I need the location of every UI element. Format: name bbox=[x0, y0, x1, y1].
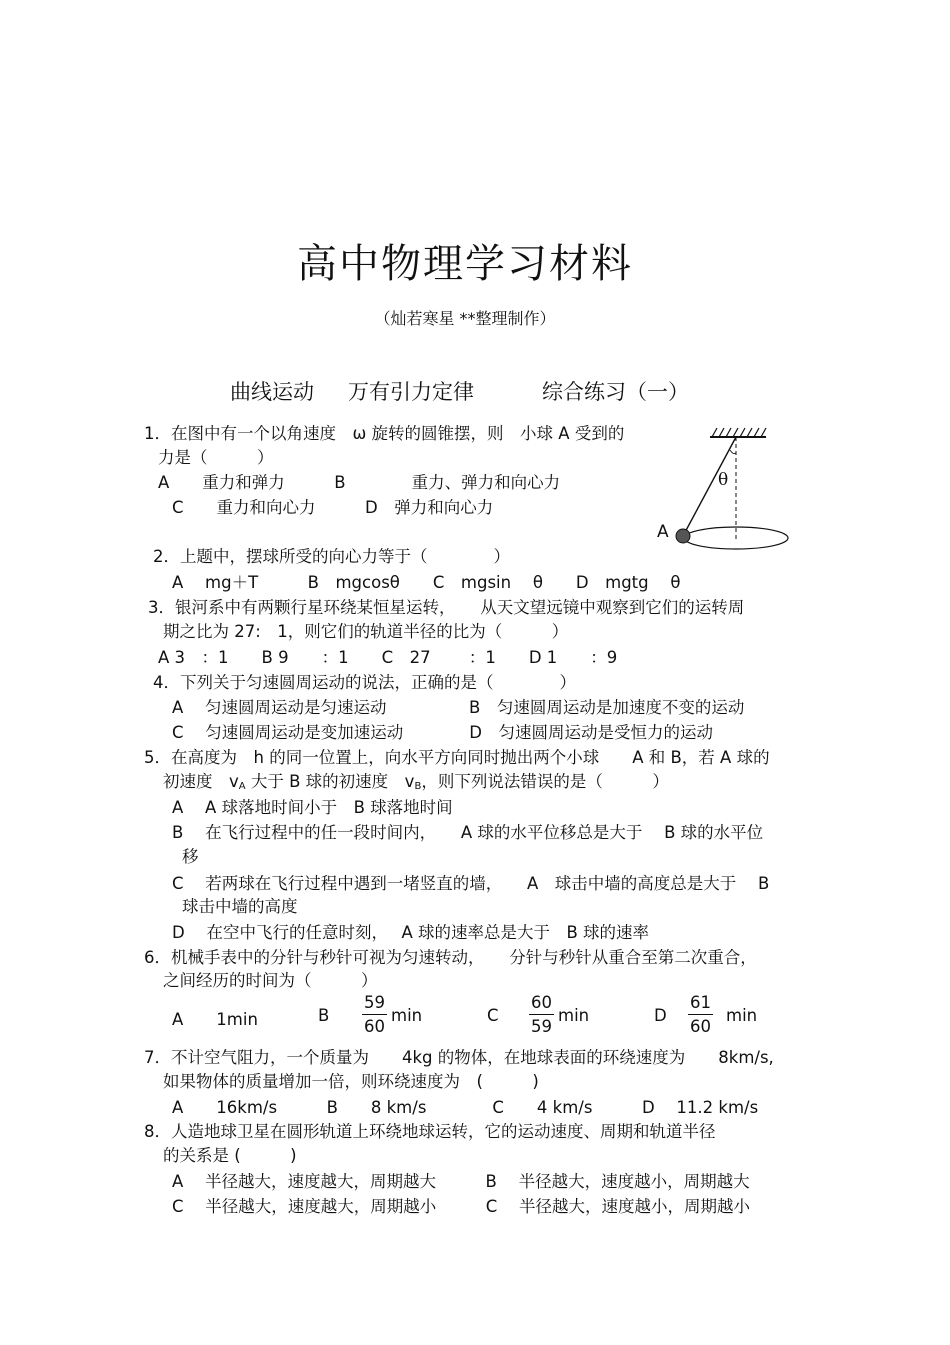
q7-stem-line2: 如果物体的质量增加一倍，则环绕速度为 ( ) bbox=[163, 1072, 539, 1091]
q3-stem-line2: 期之比为 27: 1，则它们的轨道半径的比为（ ） bbox=[163, 622, 569, 641]
q2-stem-line1: 2．上题中，摆球所受的向心力等于（ ） bbox=[153, 547, 510, 566]
q5-option-a: A A 球落地时间小于 B 球落地时间 bbox=[172, 798, 453, 817]
q6-option-a: A 1min bbox=[172, 1010, 258, 1029]
q6-fraction-b: $\frac{59}{60}$ bbox=[364, 993, 385, 1036]
section-topic-2: 万有引力定律 bbox=[348, 380, 474, 404]
q6-option-b-unit: min bbox=[391, 1006, 423, 1025]
section-topic-3: 综合练习（一） bbox=[542, 380, 689, 404]
page-subtitle: （灿若寒星 **整理制作） bbox=[374, 309, 556, 328]
q6-stem-line1: 6．机械手表中的分针与秒针可视为匀速转动， 分针与秒针从重合至第二次重合， bbox=[144, 948, 757, 967]
q5-option-c-line2: 球击中墙的高度 bbox=[182, 897, 298, 916]
q8-options-row1: A 半径越大，速度越大，周期越大 B 半径越大，速度越小，周期越大 bbox=[172, 1172, 750, 1191]
ball-label: A bbox=[657, 522, 669, 542]
q5-option-d: D 在空中飞行的任意时刻， A 球的速率总是大于 B 球的速率 bbox=[172, 923, 650, 942]
q5-option-b-line1: B 在飞行过程中的任一段时间内， A 球的水平位移总是大于 B 球的水平位 bbox=[172, 823, 764, 842]
q8-stem-line1: 8．人造地球卫星在圆形轨道上环绕地球运转，它的运动速度、周期和轨道半径 bbox=[144, 1122, 716, 1141]
q5-option-b-line2: 移 bbox=[182, 847, 199, 866]
theta-label: θ bbox=[718, 470, 729, 490]
q1-stem-line1: 1．在图中有一个以角速度 ω 旋转的圆锥摆，则 小球 A 受到的 bbox=[144, 424, 625, 443]
q3-options-row1: A 3 ：1 B 9 ：1 C 27 ：1 D 1 ：9 bbox=[158, 648, 618, 667]
section-topic-1: 曲线运动 bbox=[230, 380, 314, 404]
q1-options-row2: C 重力和向心力 D 弹力和向心力 bbox=[172, 498, 494, 517]
q4-options-row2: C 匀速圆周运动是变加速运动 D 匀速圆周运动是受恒力的运动 bbox=[172, 723, 713, 742]
q5-option-c-line1: C 若两球在飞行过程中遇到一堵竖直的墙， A 球击中墙的高度总是大于 B bbox=[172, 874, 770, 893]
q6-option-c-unit: min bbox=[558, 1006, 590, 1025]
q6-option-c-letter: C bbox=[487, 1006, 499, 1025]
q3-stem-line1: 3．银河系中有两颗行星环绕某恒星运转， 从天文望远镜中观察到它们的运转周 bbox=[148, 598, 745, 617]
q6-fraction-c: $\frac{60}{59}$ bbox=[531, 993, 552, 1036]
q5-stem-line1: 5．在高度为 h 的同一位置上，向水平方向同时抛出两个小球 A 和 B，若 A 球的 bbox=[144, 748, 770, 767]
q6-option-d-unit: min bbox=[726, 1006, 758, 1025]
page-title: 高中物理学习材料 bbox=[297, 241, 633, 287]
q8-stem-line2: 的关系是 ( ) bbox=[163, 1146, 297, 1165]
q8-options-row2: C 半径越大，速度越大，周期越小 C 半径越大，速度越小，周期越小 bbox=[172, 1197, 751, 1216]
q5-stem-line2: 初速度 $v_A$ 大于 B 球的初速度 $v_B$，则下列说法错误的是（ ） bbox=[163, 772, 669, 792]
q4-options-row1: A 匀速圆周运动是匀速运动 B 匀速圆周运动是加速度不变的运动 bbox=[172, 698, 745, 717]
section-heading bbox=[230, 376, 689, 406]
q7-stem-line1: 7．不计空气阻力，一个质量为 4kg 的物体，在地球表面的环绕速度为 8km/s, bbox=[144, 1048, 774, 1067]
q1-options-row1: A 重力和弹力 B 重力、弹力和向心力 bbox=[158, 473, 561, 492]
q4-stem-line1: 4．下列关于匀速圆周运动的说法，正确的是（ ） bbox=[153, 673, 576, 692]
q6-option-d-letter: D bbox=[654, 1006, 667, 1025]
q7-options-row1: A 16km/s B 8 km/s C 4 km/s D 11.2 km/s bbox=[172, 1098, 759, 1117]
q6-option-b-letter: B bbox=[318, 1006, 330, 1025]
conical-pendulum-figure bbox=[640, 415, 800, 555]
q6-stem-line2: 之间经历的时间为（ ） bbox=[163, 971, 378, 990]
q6-fraction-d: $\frac{61}{60}$ bbox=[690, 993, 711, 1036]
q2-options-row1: A mg＋T B mgcosθ C mgsin θ D mgtg θ bbox=[172, 573, 681, 592]
q1-stem-line2: 力是（ ） bbox=[158, 448, 274, 467]
